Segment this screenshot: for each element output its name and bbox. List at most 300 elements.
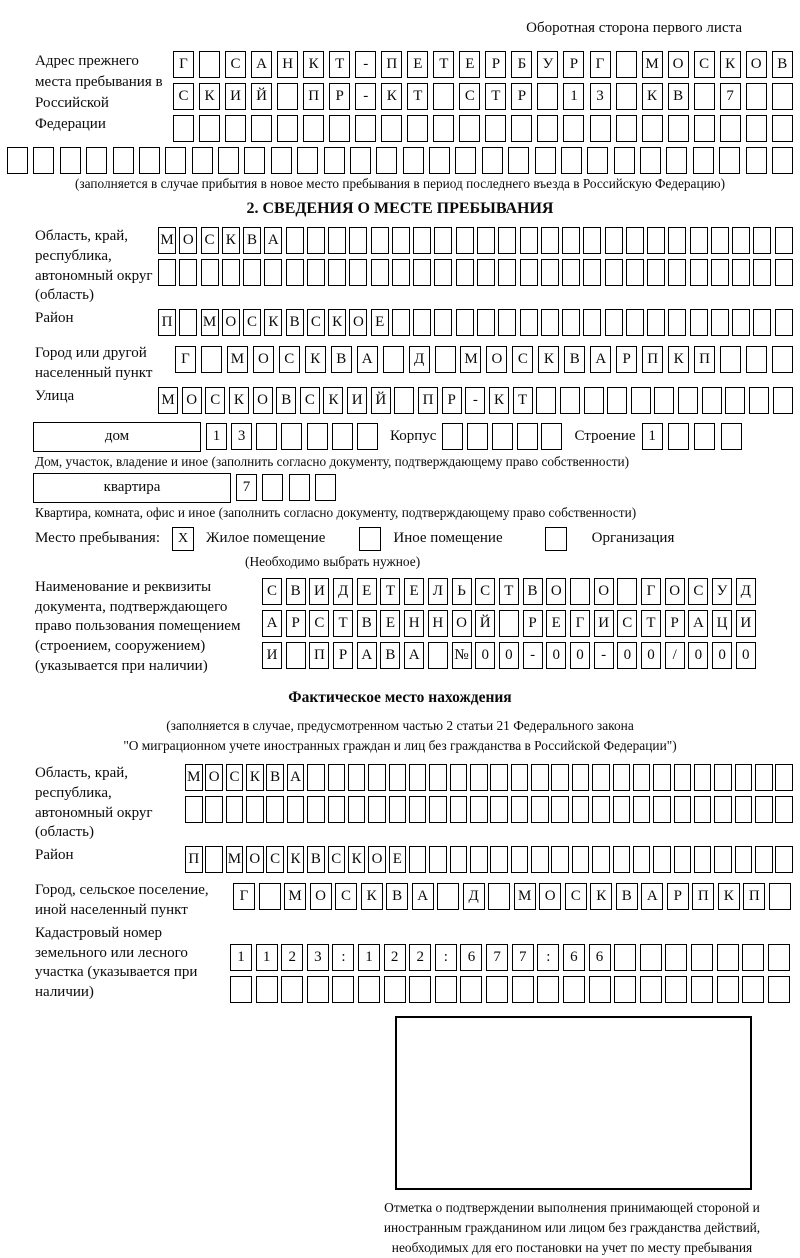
char-box: 7 [720, 83, 741, 110]
char-box [775, 846, 793, 873]
char-box: - [594, 642, 614, 669]
char-box: К [303, 51, 324, 78]
char-box [243, 259, 261, 286]
char-box: М [158, 227, 176, 254]
char-box: С [459, 83, 480, 110]
char-box [690, 227, 708, 254]
char-box: С [309, 610, 329, 637]
char-box: К [287, 846, 305, 873]
char-box: Й [251, 83, 272, 110]
char-box [450, 796, 468, 823]
char-box: Д [409, 346, 430, 373]
apartment-cells [236, 474, 336, 501]
char-box [33, 147, 54, 174]
char-box: К [246, 764, 264, 791]
char-box [349, 227, 367, 254]
fact-location-title: Фактическое место нахождения [288, 688, 512, 706]
char-box: Т [407, 83, 428, 110]
char-box: Д [736, 578, 756, 605]
char-box [668, 259, 686, 286]
char-box [222, 259, 240, 286]
char-box: П [381, 51, 402, 78]
char-box: А [412, 883, 434, 910]
char-box: К [668, 346, 689, 373]
char-box: Т [433, 51, 454, 78]
char-box [563, 976, 585, 1003]
char-box: / [665, 642, 685, 669]
char-box [753, 259, 771, 286]
char-box [413, 259, 431, 286]
char-box [429, 147, 450, 174]
char-box [721, 423, 742, 450]
region-rows [158, 227, 793, 306]
char-box: М [227, 346, 248, 373]
char-box: С [243, 309, 261, 336]
stroenie-label: Строение [574, 428, 636, 445]
char-box [450, 846, 468, 873]
char-box [392, 259, 410, 286]
char-box [626, 309, 644, 336]
previous-address-caption: (заполняется в случае прибытия в новое место пребывания в период последнего въезда в Российскую Федерацию) [74, 176, 726, 191]
char-box: 1 [206, 423, 227, 450]
char-box: И [225, 83, 246, 110]
char-box: О [746, 51, 767, 78]
char-box: К [642, 83, 663, 110]
char-box: Г [570, 610, 590, 637]
char-box [633, 846, 651, 873]
char-box: Г [590, 51, 611, 78]
char-box [535, 147, 556, 174]
char-box [297, 147, 318, 174]
char-box [537, 976, 559, 1003]
document-label: Наименование и реквизиты документа, подтверждающего право пользования помещением (строением, сооружением) (указывается при наличии) [35, 578, 241, 674]
fact-district-row [185, 846, 793, 873]
stay-type-option-organization [517, 527, 675, 551]
char-box [735, 846, 753, 873]
char-box: - [465, 387, 485, 414]
char-box [714, 846, 732, 873]
char-box [455, 147, 476, 174]
char-box [735, 796, 753, 823]
char-box: М [226, 846, 244, 873]
char-box [429, 846, 447, 873]
char-box [572, 764, 590, 791]
char-box [755, 846, 773, 873]
char-box: Ц [712, 610, 732, 637]
char-box [332, 976, 354, 1003]
fact-region-rows [185, 764, 793, 843]
char-box [460, 976, 482, 1003]
char-box [442, 423, 463, 450]
char-box: Г [175, 346, 196, 373]
char-box: Р [511, 83, 532, 110]
char-box [384, 976, 406, 1003]
char-box [653, 764, 671, 791]
char-box [633, 764, 651, 791]
city-field [35, 344, 800, 384]
char-box: С [201, 227, 219, 254]
char-box [561, 147, 582, 174]
char-box [392, 309, 410, 336]
char-box [355, 115, 376, 142]
stay-type-note: (Необходимо выбрать нужное) [245, 553, 421, 569]
char-box [631, 387, 651, 414]
char-box: Ь [452, 578, 472, 605]
char-box [218, 147, 239, 174]
char-box [498, 309, 516, 336]
char-box: О [452, 610, 472, 637]
char-box [694, 423, 715, 450]
char-box [590, 115, 611, 142]
char-box [389, 764, 407, 791]
region-field [35, 227, 800, 306]
stroenie-cells [642, 423, 742, 450]
char-box: Р [616, 346, 637, 373]
char-box [607, 387, 627, 414]
char-box: Р [329, 83, 350, 110]
char-box: С [475, 578, 495, 605]
char-box [531, 846, 549, 873]
char-box [259, 883, 281, 910]
char-box [769, 883, 791, 910]
char-box [537, 115, 558, 142]
char-box [541, 309, 559, 336]
house-line [33, 422, 800, 452]
char-box [277, 83, 298, 110]
char-box: 1 [256, 944, 278, 971]
char-box [490, 846, 508, 873]
char-box [477, 259, 495, 286]
char-box [541, 259, 559, 286]
char-box: 0 [688, 642, 708, 669]
char-box: Е [371, 309, 389, 336]
char-box [617, 578, 637, 605]
char-box: 1 [358, 944, 380, 971]
fact-note-line-1: (заполняется в случае, предусмотренном частью 2 статьи 21 Федерального закона [166, 717, 634, 733]
char-box: 3 [231, 423, 252, 450]
char-box: 6 [563, 944, 585, 971]
char-box: А [357, 346, 378, 373]
char-box [199, 115, 220, 142]
char-box: О [205, 764, 223, 791]
char-box [589, 976, 611, 1003]
char-box [775, 796, 793, 823]
char-box [691, 976, 713, 1003]
stay-type-option-other [339, 527, 502, 551]
char-box [653, 846, 671, 873]
char-box: М [642, 51, 663, 78]
char-box [7, 147, 28, 174]
char-box: Т [513, 387, 533, 414]
char-box [486, 976, 508, 1003]
char-box [349, 259, 367, 286]
char-box: - [355, 83, 376, 110]
previous-address-row-3 [173, 115, 793, 142]
char-box [711, 227, 729, 254]
char-box [437, 883, 459, 910]
char-box [694, 83, 715, 110]
cadastre-rows [230, 924, 790, 1008]
char-box: О [594, 578, 614, 605]
char-box: - [355, 51, 376, 78]
char-box: К [264, 309, 282, 336]
district-row [158, 309, 793, 336]
char-box [772, 147, 793, 174]
char-box [592, 764, 610, 791]
char-box: 1 [642, 423, 663, 450]
char-box [192, 147, 213, 174]
char-box: Г [173, 51, 194, 78]
city-row [175, 346, 793, 379]
apartment-caption: Квартира, комната, офис и иное (заполнить согласно документу, подтверждающему право собственности) [35, 504, 637, 520]
char-box: С [173, 83, 194, 110]
char-box [281, 423, 302, 450]
char-box [640, 976, 662, 1003]
char-box [492, 423, 513, 450]
char-box [647, 309, 665, 336]
korpus-label: Корпус [390, 428, 437, 445]
char-box [173, 115, 194, 142]
char-box [277, 115, 298, 142]
char-box: О [253, 346, 274, 373]
char-box [614, 944, 636, 971]
char-box [711, 259, 729, 286]
char-box [371, 259, 389, 286]
char-box: Т [485, 83, 506, 110]
char-box [409, 976, 431, 1003]
char-box: 0 [546, 642, 566, 669]
char-box [520, 309, 538, 336]
char-box [520, 259, 538, 286]
char-box [560, 387, 580, 414]
stay-type-row [35, 527, 800, 551]
char-box [470, 764, 488, 791]
char-box [394, 387, 414, 414]
char-box: Е [407, 51, 428, 78]
char-box [668, 309, 686, 336]
previous-address-row-2 [173, 83, 793, 110]
char-box: А [262, 610, 282, 637]
char-box [614, 976, 636, 1003]
previous-address-overflow-row [7, 147, 793, 174]
char-box [498, 259, 516, 286]
char-box [287, 796, 305, 823]
char-box: Й [371, 387, 391, 414]
char-box [511, 764, 529, 791]
char-box [717, 976, 739, 1003]
char-box: У [712, 578, 732, 605]
char-box [720, 115, 741, 142]
char-box [86, 147, 107, 174]
char-box [653, 796, 671, 823]
char-box [358, 976, 380, 1003]
page-corner-note: Оборотная сторона первого листа [526, 20, 742, 36]
char-box: П [418, 387, 438, 414]
char-box [165, 147, 186, 174]
char-box [541, 227, 559, 254]
char-box: Е [380, 610, 400, 637]
char-box [246, 796, 264, 823]
char-box: В [564, 346, 585, 373]
char-box: А [688, 610, 708, 637]
char-box [434, 309, 452, 336]
document-row-2 [262, 610, 756, 637]
registration-stamp-caption: Отметка о подтверждении выполнения принимающей стороной и иностранным гражданином или лицом без гражданства действий, необходимых для его постановки на учет по месту пребывания [383, 1199, 761, 1255]
char-box: П [303, 83, 324, 110]
char-box: 0 [617, 642, 637, 669]
char-box [746, 147, 767, 174]
char-box: 7 [512, 944, 534, 971]
registration-stamp-box [395, 1016, 752, 1190]
char-box: Б [511, 51, 532, 78]
district-field [35, 309, 800, 341]
char-box: Е [459, 51, 480, 78]
previous-address-block [35, 51, 800, 147]
char-box: Р [442, 387, 462, 414]
char-box: 0 [712, 642, 732, 669]
char-box [328, 259, 346, 286]
char-box: 2 [281, 944, 303, 971]
char-box [328, 227, 346, 254]
char-box: А [264, 227, 282, 254]
organization-label: Организация [591, 530, 675, 547]
char-box: М [514, 883, 536, 910]
char-box [477, 227, 495, 254]
char-box [570, 578, 590, 605]
char-box [158, 259, 176, 286]
char-box [674, 796, 692, 823]
cadastre-field [35, 924, 800, 1008]
char-box: 1 [230, 944, 252, 971]
char-box [720, 346, 741, 373]
char-box [368, 796, 386, 823]
char-box [742, 976, 764, 1003]
char-box: И [594, 610, 614, 637]
char-box: Р [523, 610, 543, 637]
char-box [665, 944, 687, 971]
char-box [753, 227, 771, 254]
char-box: П [642, 346, 663, 373]
char-box: У [537, 51, 558, 78]
char-box [674, 764, 692, 791]
char-box [614, 147, 635, 174]
char-box [307, 259, 325, 286]
char-box [647, 227, 665, 254]
char-box [205, 796, 223, 823]
document-row-3 [262, 642, 756, 669]
char-box: О [310, 883, 332, 910]
char-box [537, 83, 558, 110]
char-box [562, 227, 580, 254]
char-box [266, 796, 284, 823]
char-box [694, 764, 712, 791]
char-box [271, 147, 292, 174]
char-box [185, 796, 203, 823]
char-box [357, 423, 378, 450]
char-box [434, 227, 452, 254]
char-box [205, 846, 223, 873]
char-box: М [460, 346, 481, 373]
char-box [775, 309, 793, 336]
char-box: В [523, 578, 543, 605]
char-box [179, 259, 197, 286]
char-box: Е [389, 846, 407, 873]
char-box: В [307, 846, 325, 873]
char-box [755, 796, 773, 823]
char-box [456, 227, 474, 254]
char-box [251, 115, 272, 142]
char-box: Р [665, 610, 685, 637]
char-box [470, 846, 488, 873]
fact-region-row-1 [185, 764, 793, 791]
char-box: Д [463, 883, 485, 910]
char-box: 0 [736, 642, 756, 669]
char-box: Г [233, 883, 255, 910]
char-box: 0 [475, 642, 495, 669]
char-box: К [323, 387, 343, 414]
previous-address-rows [173, 51, 793, 147]
organization-checkbox [545, 527, 567, 551]
char-box: 2 [384, 944, 406, 971]
char-box: К [348, 846, 366, 873]
char-box [536, 387, 556, 414]
char-box [666, 147, 687, 174]
other-premises-label: Иное помещение [393, 530, 503, 547]
char-box [690, 259, 708, 286]
street-row [158, 387, 793, 414]
apartment-namebox: квартира [33, 473, 231, 503]
stay-type-option-residential [160, 527, 325, 551]
char-box [772, 83, 793, 110]
char-box [768, 976, 790, 1003]
char-box: П [309, 642, 329, 669]
char-box [477, 309, 495, 336]
char-box [616, 115, 637, 142]
char-box [409, 796, 427, 823]
char-box [324, 147, 345, 174]
char-box [563, 115, 584, 142]
char-box: Е [404, 578, 424, 605]
residential-label: Жилое помещение [206, 530, 326, 547]
char-box [753, 309, 771, 336]
char-box [742, 944, 764, 971]
char-box [201, 346, 222, 373]
char-box [225, 115, 246, 142]
char-box [665, 976, 687, 1003]
char-box [732, 259, 750, 286]
char-box: 1 [563, 83, 584, 110]
char-box: В [276, 387, 296, 414]
previous-address-row-1 [173, 51, 793, 78]
char-box [286, 259, 304, 286]
fact-note-line-2: "О миграционном учете иностранных граждан и лиц без гражданства в Российской Федерации") [123, 737, 677, 753]
char-box: С [617, 610, 637, 637]
char-box [755, 764, 773, 791]
char-box: 6 [460, 944, 482, 971]
char-box [520, 227, 538, 254]
city-label: Город или другой населенный пункт [35, 345, 153, 381]
region-row-2 [158, 259, 793, 286]
char-box [746, 83, 767, 110]
char-box: Т [333, 610, 353, 637]
char-box [702, 387, 722, 414]
char-box: С [307, 309, 325, 336]
char-box [551, 764, 569, 791]
char-box [435, 976, 457, 1003]
char-box [264, 259, 282, 286]
char-box: В [286, 309, 304, 336]
char-box [668, 227, 686, 254]
